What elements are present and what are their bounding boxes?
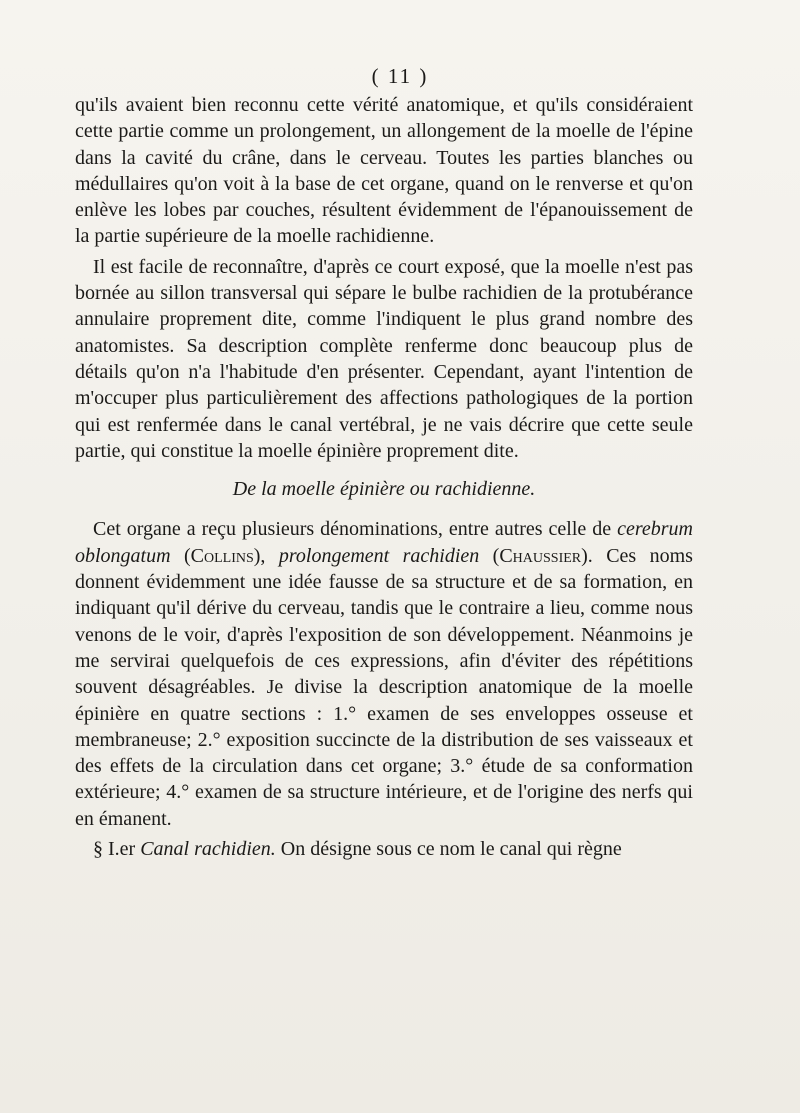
body-text	[75, 92, 693, 862]
section-title-canal-rachidien: Canal rachidien.	[140, 838, 276, 861]
paragraph-3-text-e: ). Ces noms donnent évidemment une idée fausse de sa structure et de sa formation, en indiquant qu'il dérive du cerveau, tandis que le contraire a lieu, comme nous venons de le voir, d'après l'exposition de son développement. Néanmoins je me servirai quelquefois de ces expressions, afin d'éviter des répétitions souvent désagréables. Je divise la description anatomique de la moelle épinière en quatre sections : 1.° examen de ses enveloppes osseuse et membraneuse; 2.° exposition succincte de la distribution de ses vaisseaux et des effets de la circulation dans cet organe; 3.° étude de sa conformation extérieure; 4.° examen de sa structure intérieure, et de l'origine des nerfs qui en émanent.	[75, 544, 693, 830]
paragraph-3	[75, 516, 693, 832]
term-cerebrum-oblongatum: cerebrum oblongatum	[75, 518, 693, 567]
paragraph-4	[75, 836, 693, 862]
page-number: ( 11 )	[371, 64, 429, 88]
paragraph-3-text-b: (	[170, 544, 191, 567]
author-chaussier: Chaussier	[499, 544, 582, 567]
section-label: § I.er	[93, 838, 141, 861]
section-heading: De la moelle épinière ou rachidienne.	[232, 478, 536, 501]
author-collins: Collins	[190, 544, 254, 567]
paragraph-1: qu'ils avaient bien reconnu cette vérité anatomique, et qu'ils considéraient cette partie comme un prolongement, un allongement de la moelle de l'épine dans la cavité du crâne, dans le cerveau. Toutes les parties blanches ou médullaires qu'on voit à la base de cet organe, quand on le renverse et qu'on enlève les lobes par couches, résultent évidemment de l'épanouissement de la partie supérieure de la moelle rachidienne.	[75, 94, 693, 248]
paragraph-3-text-c: ),	[253, 544, 279, 567]
term-prolongement-rachidien: prolongement rachidien	[278, 544, 480, 567]
paragraph-3-text-d: (	[479, 544, 500, 567]
paragraph-2: Il est facile de reconnaître, d'après ce court exposé, que la moelle n'est pas bornée au sillon transversal qui sépare le bulbe rachidien de la protubérance annulaire proprement dite, comme l'indiquent le plus grand nombre des anatomistes. Sa description complète renferme donc beaucoup plus de détails qu'on n'a l'habitude d'en présenter. Cependant, ayant l'intention de m'occuper plus particulièrement des affections pathologiques de la portion qui est renfermée dans le canal vertébral, je ne vais décrire que cette seule partie, qui constitue la moelle épinière proprement dite.	[75, 255, 693, 462]
paragraph-3-text-a: Cet organe a reçu plusieurs dénominations, entre autres celle de	[93, 518, 618, 541]
paragraph-4-text: On désigne sous ce nom le canal qui règne	[275, 838, 622, 861]
